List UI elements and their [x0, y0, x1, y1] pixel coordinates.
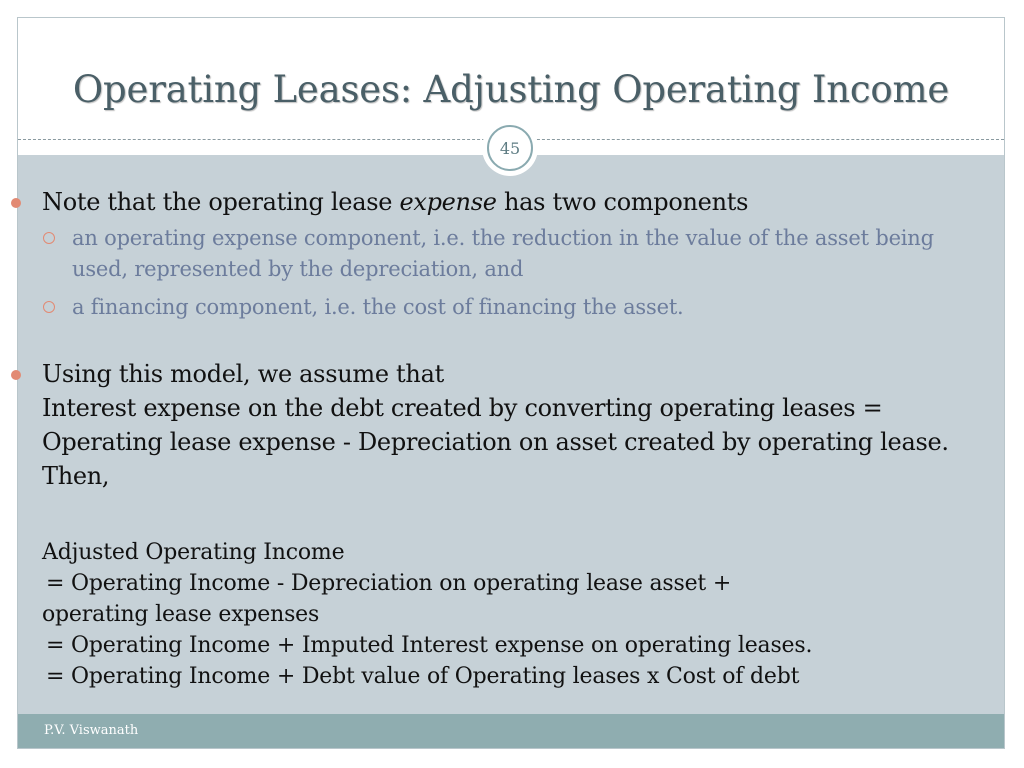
sub-bullet-item [10, 292, 960, 323]
page-number: 45 [487, 125, 533, 171]
formula-line: = Operating Income + Imputed Interest expense on operating leases. [46, 633, 813, 658]
sub-bullet-text: an operating expense component, i.e. the reduction in the value of the asset being used, represented by the depreciation, and [72, 226, 934, 281]
bullet-text-part: Note that the operating lease [42, 188, 400, 216]
page-number-badge [482, 120, 538, 176]
bullet-dot-icon [11, 370, 21, 380]
footer-author: P.V. Viswanath [44, 723, 139, 738]
sub-bullet-ring-icon [43, 232, 55, 244]
sub-bullet-ring-icon [43, 301, 55, 313]
bullet-text-part: has two components [496, 188, 749, 216]
bullet-paragraph: Interest expense on the debt created by converting operating leases = Operating lease expense - Depreciation on asset created by operating lease. Then, [42, 394, 949, 490]
bullet-emphasis: expense [399, 188, 497, 216]
bullet-dot-icon [11, 198, 21, 208]
formula-line: = Operating Income - Depreciation on operating lease asset + [46, 571, 732, 596]
sub-bullet-item [10, 223, 960, 285]
sub-bullet-text: a financing component, i.e. the cost of financing the asset. [72, 295, 684, 319]
formula-line: operating lease expenses [42, 602, 320, 627]
bullet-text: Using this model, we assume that [42, 360, 444, 388]
formula-line: = Operating Income + Debt value of Operating leases x Cost of debt [46, 664, 800, 689]
slide-body [10, 185, 960, 692]
slide-title: Operating Leases: Adjusting Operating Income [72, 68, 950, 111]
bullet-item [10, 357, 960, 493]
bullet-item [10, 185, 960, 219]
formula-heading: Adjusted Operating Income [42, 540, 345, 565]
footer-bar [18, 714, 1004, 748]
